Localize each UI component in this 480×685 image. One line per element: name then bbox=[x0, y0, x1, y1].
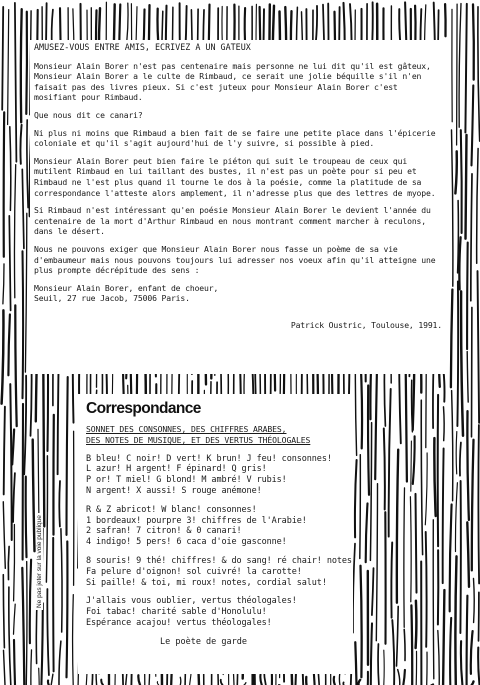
hatch-stroke bbox=[411, 441, 412, 491]
hatch-stroke bbox=[433, 520, 434, 679]
hatch-stroke bbox=[67, 377, 68, 535]
hatch-stroke bbox=[461, 291, 463, 435]
hatch-stroke bbox=[15, 305, 16, 426]
hatch-stroke bbox=[3, 502, 5, 569]
hatch-stroke bbox=[478, 7, 480, 141]
hatch-stroke bbox=[478, 425, 479, 584]
hatch-stroke bbox=[450, 618, 451, 685]
hatch-stroke bbox=[456, 432, 457, 474]
hatch-stroke bbox=[14, 640, 15, 685]
hatch-stroke bbox=[451, 290, 453, 388]
hatch-stroke bbox=[334, 677, 335, 685]
verse-line: Si paille! & toi, mi roux! notes, cordial salut! bbox=[86, 577, 327, 588]
hatch-stroke bbox=[3, 575, 4, 648]
hatch-stroke bbox=[471, 631, 473, 674]
verse-line: 4 indigo! 5 pers! 6 caca d'oie gasconne! bbox=[86, 537, 287, 548]
article-signature: Patrick Oustric, Toulouse, 1991. bbox=[290, 319, 442, 330]
hatch-stroke bbox=[33, 440, 35, 552]
hatch-stroke bbox=[25, 213, 26, 372]
article-paragraph: Nous ne pouvons exiger que Monsieur Alain Borer nous fasse un poème de sa vie d'embaumeur mais nous pouvons toujours lui adresser nos voeux afin qu'il atteigne une plus prompte décrépitude des sens : bbox=[34, 243, 436, 276]
hatch-stroke bbox=[443, 590, 444, 685]
hatch-stroke bbox=[22, 169, 24, 248]
article-heading: AMUSEZ-VOUS ENTRE AMIS, ECRIVEZ A UN GATEUX bbox=[34, 42, 251, 52]
hatch-stroke bbox=[457, 4, 458, 145]
hatch-stroke bbox=[43, 367, 44, 526]
hatch-stroke bbox=[12, 430, 14, 465]
hatch-stroke bbox=[378, 644, 379, 685]
hatch-stroke bbox=[467, 411, 469, 520]
verse-line: Foi tabac! charité sable d'Honolulu! bbox=[86, 607, 267, 618]
hatch-stroke bbox=[384, 429, 385, 510]
hatch-stroke bbox=[425, 453, 427, 525]
hatch-stroke bbox=[478, 271, 480, 423]
hatch-stroke bbox=[14, 165, 15, 298]
hatch-stroke bbox=[26, 562, 27, 685]
hatch-stroke bbox=[472, 440, 474, 571]
hatch-stroke bbox=[461, 641, 463, 685]
hatch-stroke bbox=[8, 315, 10, 376]
poem-sign-off: Le poète de garde bbox=[160, 636, 247, 647]
sonnet-title-line: DES NOTES DE MUSIQUE, ET DES VERTUS THÉOLOGALES bbox=[86, 434, 311, 445]
hatch-stroke bbox=[467, 243, 468, 350]
hatch-stroke bbox=[15, 3, 17, 162]
hatch-stroke bbox=[127, 3, 128, 41]
hatch-stroke bbox=[26, 12, 27, 114]
hatch-stroke bbox=[9, 587, 11, 685]
hatch-stroke bbox=[13, 473, 15, 522]
hatch-stroke bbox=[31, 370, 32, 436]
hatch-stroke bbox=[67, 541, 68, 677]
address-line: Seuil, 27 rue Jacob, 75006 Paris. bbox=[34, 293, 190, 304]
hatch-stroke bbox=[46, 456, 47, 582]
hatch-stroke bbox=[403, 670, 405, 685]
hatch-stroke bbox=[410, 497, 411, 602]
hatch-stroke bbox=[391, 543, 392, 618]
hatch-stroke bbox=[355, 642, 356, 685]
hatch-stroke bbox=[39, 668, 40, 685]
hatch-stroke bbox=[8, 547, 9, 580]
verse-line: J'allais vous oublier, vertus théologales! bbox=[86, 596, 297, 607]
hatch-stroke bbox=[368, 386, 369, 495]
article-paragraph: Que nous dit ce canari? bbox=[34, 109, 143, 120]
hatch-stroke bbox=[472, 681, 474, 685]
hatch-stroke bbox=[457, 281, 458, 426]
hatch-stroke bbox=[416, 601, 417, 648]
article-panel bbox=[30, 40, 448, 374]
hatch-stroke bbox=[455, 483, 457, 552]
hatch-stroke bbox=[59, 641, 61, 685]
hatch-stroke bbox=[26, 477, 27, 558]
verse-line: 2 safran! 7 citron! & 0 canari! bbox=[86, 526, 242, 537]
hatch-stroke bbox=[392, 620, 394, 685]
hatch-stroke bbox=[452, 130, 453, 286]
correspondance-panel bbox=[78, 394, 357, 674]
hatch-stroke bbox=[73, 595, 74, 685]
hatch-stroke bbox=[459, 4, 461, 128]
hatch-stroke bbox=[397, 606, 399, 666]
hatch-stroke bbox=[3, 264, 4, 304]
hatch-stroke bbox=[360, 455, 361, 559]
hatch-stroke bbox=[473, 4, 474, 79]
hatch-stroke bbox=[467, 596, 468, 685]
hatch-stroke bbox=[443, 449, 444, 584]
hatch-stroke bbox=[434, 438, 435, 516]
sonnet-title-line: SONNET DES CONSONNES, DES CHIFFRES ARABES, bbox=[86, 424, 287, 434]
hatch-stroke bbox=[61, 529, 62, 632]
hatch-stroke bbox=[478, 648, 479, 685]
hatch-stroke bbox=[411, 605, 412, 685]
hatch-stroke bbox=[180, 677, 181, 685]
hatch-stroke bbox=[355, 460, 357, 537]
hatch-stroke bbox=[398, 670, 400, 685]
hatch-stroke bbox=[471, 174, 472, 301]
verse-line: Fa pelure d'oignon! sol cuivré! la carotte! bbox=[86, 566, 302, 577]
verse-line: R & Z abricot! W blanc! consonnes! bbox=[86, 504, 257, 515]
hatch-stroke bbox=[59, 481, 60, 527]
hatch-stroke bbox=[339, 673, 340, 685]
stanza bbox=[86, 505, 349, 548]
hatch-stroke bbox=[2, 310, 4, 403]
stanza bbox=[86, 596, 349, 628]
verse-line: P or! T miel! G blond! M ambré! V rubis! bbox=[86, 475, 287, 486]
hatch-stroke bbox=[455, 556, 456, 685]
hatch-stroke bbox=[350, 4, 352, 43]
hatch-stroke bbox=[23, 251, 24, 398]
verse-line: 8 souris! 9 thé! chiffres! & do sang! ré chair! notes! bbox=[86, 555, 357, 566]
hatch-stroke bbox=[361, 368, 362, 449]
hatch-stroke bbox=[31, 650, 32, 685]
hatch-stroke bbox=[24, 376, 26, 475]
hatch-stroke bbox=[444, 407, 445, 441]
sonnet-title bbox=[86, 424, 349, 446]
hatch-stroke bbox=[467, 352, 468, 403]
hatch-stroke bbox=[376, 484, 377, 641]
stanza bbox=[86, 454, 349, 497]
hatch-stroke bbox=[472, 85, 474, 165]
hatch-stroke bbox=[27, 120, 28, 208]
hatch-stroke bbox=[358, 680, 360, 685]
hatch-stroke bbox=[260, 675, 261, 685]
hatch-stroke bbox=[4, 112, 5, 256]
hatch-stroke bbox=[452, 391, 453, 501]
hatch-stroke bbox=[48, 681, 49, 685]
hatch-stroke bbox=[30, 560, 31, 644]
hatch-stroke bbox=[404, 488, 405, 627]
hatch-stroke bbox=[316, 6, 318, 45]
hatch-stroke bbox=[450, 505, 452, 612]
hatch-stroke bbox=[138, 675, 140, 685]
hatch-stroke bbox=[9, 216, 10, 311]
hatch-stroke bbox=[413, 436, 415, 484]
hatch-stroke bbox=[14, 604, 16, 634]
verse-line: L azur! H argent! F épinard! Q gris! bbox=[86, 464, 267, 475]
hatch-stroke bbox=[4, 650, 6, 685]
hatch-stroke bbox=[466, 135, 467, 239]
hatch-stroke bbox=[426, 532, 427, 647]
hatch-stroke bbox=[20, 125, 21, 164]
verse-line: Espérance acajou! vertus théologales! bbox=[86, 617, 272, 628]
hatch-stroke bbox=[465, 4, 466, 133]
hatch-stroke bbox=[370, 423, 371, 561]
hatch-stroke bbox=[416, 494, 417, 593]
hatch-stroke bbox=[10, 127, 11, 211]
hatch-stroke bbox=[474, 579, 475, 623]
hatch-stroke bbox=[8, 10, 9, 125]
hatch-stroke bbox=[371, 623, 372, 685]
hatch-stroke bbox=[372, 568, 374, 615]
hatch-stroke bbox=[421, 400, 422, 554]
hatch-stroke bbox=[14, 525, 15, 601]
hatch-stroke bbox=[101, 680, 103, 685]
stanza bbox=[86, 555, 357, 588]
hatch-stroke bbox=[389, 389, 391, 537]
article-paragraph: Ni plus ni moins que Rimbaud a bien fait de se faire une petite place dans l'épicerie coloniale et qu'il s'agit aujourd'hui de l'y suivre, si possible à pied. bbox=[34, 127, 436, 149]
article-paragraph: Monsieur Alain Borer peut bien faire le piéton qui suit le troupeau de ceux qui mutilent Rimbaud en lui taillant des bustes, il n'est pas un poète pour si peu et Rimbaud ne l'est plus quand il tourne le dos à la poésie, comme la platitude de sa correspondance l'atteste alors amplement, il n'adresse plus que des lettres de myope. bbox=[34, 155, 436, 198]
hatch-stroke bbox=[438, 631, 439, 685]
hatch-stroke bbox=[467, 522, 469, 587]
hatch-stroke bbox=[375, 372, 377, 479]
hatch-stroke bbox=[366, 503, 368, 562]
hatch-stroke bbox=[460, 443, 461, 476]
hatch-stroke bbox=[51, 674, 53, 685]
hatch-stroke bbox=[461, 130, 462, 233]
verse-line: N argent! X aussi! S rouge anémone! bbox=[86, 485, 262, 496]
address-line: Monsieur Alain Borer, enfant de choeur, bbox=[34, 282, 219, 293]
hatch-stroke bbox=[22, 568, 24, 685]
article-paragraph: Si Rimbaud n'est intéressant qu'en poésie Monsieur Alain Borer le devient l'année du centenaire de la mort d'Arthur Rimbaud en nous montrant comment marcher à reculons, dans le désert. bbox=[34, 205, 431, 237]
verse-line: 1 bordeaux! pourpre 3! chiffres de l'Arabie! bbox=[86, 515, 307, 526]
hatch-stroke bbox=[221, 680, 223, 685]
hatch-stroke bbox=[455, 151, 456, 193]
hatch-stroke bbox=[459, 237, 460, 289]
hatch-stroke bbox=[397, 450, 398, 603]
hatch-stroke bbox=[2, 7, 3, 110]
hatch-stroke bbox=[47, 589, 49, 675]
hatch-stroke bbox=[361, 566, 362, 678]
verse-line: B bleu! C noir! D vert! K brun! J feu! consonnes! bbox=[86, 453, 332, 464]
hatch-stroke bbox=[4, 407, 5, 495]
correspondance-title: Correspondance bbox=[86, 400, 201, 417]
hatch-stroke bbox=[41, 603, 42, 685]
hatch-stroke bbox=[458, 201, 459, 273]
hatch-stroke bbox=[404, 629, 405, 660]
hatch-stroke bbox=[477, 149, 478, 264]
side-note: Ne pas jeter sur la voie publique bbox=[36, 515, 43, 608]
article-paragraph: Monsieur Alain Borer n'est pas centenaire mais personne ne lui dit qu'il est gâteux, Monsieur Alain Borer a le culte de Rimbaud, ce serait une jolie béquille s'il n'en faisait pas des livres pieux. Si c'est juteux pour Monsieur Alain Borer c'est mosifiant pour Rimbaud. bbox=[34, 60, 431, 103]
hatch-stroke bbox=[21, 9, 22, 122]
